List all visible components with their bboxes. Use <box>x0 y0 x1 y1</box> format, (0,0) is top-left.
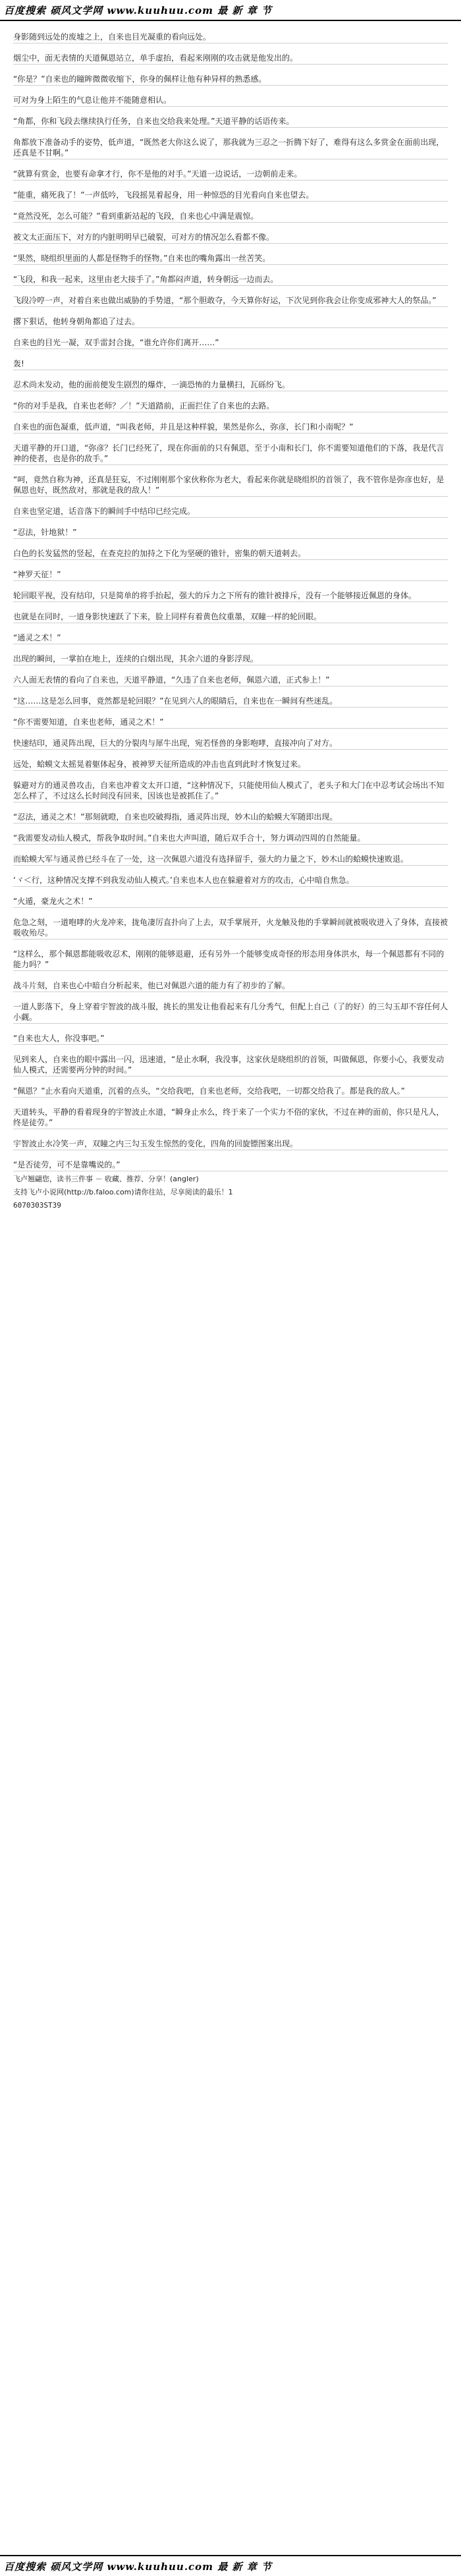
chapter-paragraph: 自来也的目光一凝，双手雷封合拢，“谁允许你们离开……” <box>13 328 448 349</box>
chapter-paragraph: “我需要发动仙人模式，帮我争取时间。”自来也大声叫道，随后双手合十，努力调动四周的自然能量。 <box>13 824 448 845</box>
chapter-paragraph: 天道平静的开口道，“弥彦？长门已经死了，现在你面前的只有佩恩，至于小南和长门，你不需要知道他们的下落，我是代言神的使者，也是你的敌手。” <box>13 434 448 465</box>
chapter-paragraph: “就算有赏金，也要有命拿才行，你不是他的对手。”天道一边说话，一边朝前走来。 <box>13 159 448 181</box>
chapter-paragraph: “这样么，那个佩恩都能吸收忍术，刚刚的能够退避，还有另外一个能够变成奇怪的形态用身体洪水，每一个佩恩都有不同的能力吗？” <box>13 939 448 971</box>
chapter-paragraph: 身影随到远处的废墟之上，自来也目光凝重的看向远处。 <box>13 26 448 43</box>
chapter-paragraph: 自来也坚定道，话音落下的瞬间手中结印已经完成。 <box>13 497 448 518</box>
chapter-paragraph: 忍术尚未发动，他的面前便发生剧烈的爆炸，一滴恐怖的力量横扫，瓦砾纷飞。 <box>13 370 448 391</box>
chapter-paragraph: “你的对手是我，自来也老师？／！”天道踏前，正面拦住了自来也的去路。 <box>13 391 448 412</box>
chapter-paragraph: “飞段，和我一起来，这里由老大接手了。”角都闷声道，转身朝远一边而去。 <box>13 265 448 286</box>
chapter-paragraph: 角都放下准备动手的姿势，低声道，“既然老大你这么说了，那我就为三忍之一折腾下好了，难得有这么多赏金在面前出现，还真是不甘啊。” <box>13 128 448 159</box>
chapter-paragraph: 而蛤蟆大军与通灵兽已经斗在了一处，这一次佩恩六道没有选择留手，强大的力量之下，妙木山的蛤蟆快速败退。 <box>13 845 448 866</box>
support-link-line[interactable]: 支持飞卢小说网(http://b.faloo.com)请你往站，尽享阅读的最乐！1 <box>13 1188 233 1196</box>
chapter-paragraph: 见到来人，自来也的眼中露出一闪，迅速道，“是止水啊，我没事，这家伙是晓组织的首领，叫做佩恩，你要小心，我要发动仙人模式，还需要两分钟的时间。” <box>13 1045 448 1077</box>
chapter-paragraph: 飞段冷哼一声，对着自来也做出威胁的手势道，“那个胆敢夺，今天算你好运，下次见到你我会让你变成邪神大人的祭品。” <box>13 286 448 307</box>
chapter-paragraph: “这……这是怎么回事，竟然都是轮回眼？”在见到六人的眼睛后，自来也在一瞬间有些迷乱。 <box>13 686 448 708</box>
chapter-paragraph: 可对为身上陌生的气息让他并不能随意相认。 <box>13 86 448 107</box>
chapter-paragraph: 躲避对方的通灵兽攻击，自来也冲着文太开口道，“这种情况下，只能使用仙人模式了，老头子和大门在中忍考试会场出不知怎么样了，不过这么长时间没有回来，因该也是被抓住了。” <box>13 771 448 802</box>
chapter-paragraph: “佩恩？”止水看向天道重，沉着的点头，“交给我吧，自来也老师，交给我吧，一切都交给我了。都是我的敌人。” <box>13 1077 448 1098</box>
chapter-paragraph: “通灵之术！” <box>13 623 448 644</box>
chapter-signoff: 飞卢翘翩您，读书三件事 － 收藏、推荐、分享！(angler) <box>13 1175 199 1183</box>
chapter-paragraph: 烟尘中，面无表情的天道佩恩站立，单手虚抬，看起来刚刚的攻击就是他发出的。 <box>13 43 448 65</box>
chapter-paragraph: “你是？”自来也的瞳眸微微收缩下，你身的佩样让他有种异样的熟悉感。 <box>13 65 448 86</box>
chapter-paragraph: ‘ヾ＜行，这种情况支撑不到我发动仙人模式。’自来也本人也在躲避着对方的攻击，心中暗自焦急。 <box>13 866 448 887</box>
chapter-paragraph: “忍法，通灵之术！”那刻就瞪，自来也咬破拇指，通灵阵出现，妙木山的蛤蟆大军随即出现。 <box>13 802 448 824</box>
chapter-paragraph: “角都，你和飞段去继续执行任务，自来也交给我来处理。”天道平静的话语传来。 <box>13 107 448 128</box>
chapter-paragraph: “自来也大人，你没事吧。” <box>13 1024 448 1045</box>
chapter-paragraph: 轰! <box>13 349 448 370</box>
chapter-paragraph: 也就是在同时，一道身影快速跃了下来，脸上同样有着黄色纹重墨，双瞳一样的轮回眼。 <box>13 602 448 623</box>
chapter-paragraph: “呵，竟然自称为神，还真是狂妄，不过刚刚那个家伙称你为老大，看起来你就是晓组织的首领了，我不管你是弥彦也好，是佩恩也好，既然敌对，那就是我的敌人！” <box>13 465 448 497</box>
chapter-paragraph: 宇智波止水冷笑一声，双瞳之内三勾玉发生惊然的变化，四角的回旋镖图案出现。 <box>13 1129 448 1150</box>
chapter-code: 6070303ST39 <box>13 1201 61 1210</box>
chapter-paragraph: “火遁，豪龙火之术！” <box>13 887 448 908</box>
chapter-paragraph: 撂下狠话，他转身朝角都追了过去。 <box>13 307 448 328</box>
chapter-paragraph: 被文太正面压下，对方的内脏明明早已破裂，可对方的情况怎么看都不像。 <box>13 223 448 244</box>
header-banner: 百度搜索 硕风文学网 www.kuuhuu.com 最 新 章 节 <box>0 0 461 21</box>
chapter-paragraph: 轮回眼平视，没有结印，只是简单的将手抬起，强大的斥力之下所有的锥针被排斥，没有一个能够接近佩恩的身体。 <box>13 581 448 602</box>
chapter-content <box>0 21 461 1211</box>
chapter-paragraph: 快速结印，通灵阵出现，巨大的分裂肉与犀牛出现，宛若怪兽的身影咆哮，直接冲向了对方。 <box>13 729 448 750</box>
chapter-paragraph: 自来也的面色凝重，低声道，“叫我老师，并且是这种样貌，果然是你么，弥彦，长门和小南呢？” <box>13 412 448 434</box>
chapter-paragraph: 白色的长发猛然的竖起，在查克拉的加持之下化为坚硬的锥针，密集的朝天道刺去。 <box>13 539 448 560</box>
chapter-paragraph: “是否徒劳，可不是靠嘴说的。” <box>13 1150 448 1171</box>
chapter-paragraph: 危急之刻，一道咆哮的火龙冲来，拢龟凄厉直扑向了上去，双手掌展开，火龙触及他的手掌瞬间就被吸收进入了身体，直接被吸收殆尽。 <box>13 908 448 939</box>
chapter-paragraph: 出现的瞬间，一掌拍在地上，连续的白烟出现，其余六道的身影浮现。 <box>13 644 448 665</box>
chapter-paragraph: “竟然没死，怎么可能？”看到重新站起的飞段，自来也心中满是震惊。 <box>13 202 448 223</box>
chapter-paragraph: “果然，晓组织里面的人都是怪物手的怪物。”自来也的嘴角露出一丝苦笑。 <box>13 244 448 265</box>
chapter-paragraph: 一道人影落下，身上穿着宇智波的战斗服，挑长的黑发让他看起来有几分秀气，但配上自己（了的好）的三勾玉却不容任何人小觑。 <box>13 992 448 1024</box>
chapter-paragraph: “神罗天征！” <box>13 560 448 581</box>
chapter-paragraph: 天道转头，平静的看着现身的宇智波止水道，“瞬身止水么，终于来了一个实力不俗的家伙，不过在神的面前，你只是凡人，终是徒劳。” <box>13 1098 448 1129</box>
chapter-paragraph: “你不需要知道，自来也老师，通灵之术！” <box>13 708 448 729</box>
chapter-paragraph: 远处，蛤蟆文太摇晃着躯体起身，被神罗天征所造成的冲击也直到此时才恢复过来。 <box>13 750 448 771</box>
footer-banner: 百度搜索 硕风文学网 www.kuuhuu.com 最 新 章 节 <box>0 2555 461 2576</box>
chapter-paragraph: 六人面无表情的看向了自来也，天道平静道，“久违了自来也老师，佩恩六道，正式参上！” <box>13 665 448 686</box>
chapter-paragraph: “能重，痛死我了！”一声低吟，飞段摇晃着起身，用一种惊恐的目光看向自来也望去。 <box>13 181 448 202</box>
chapter-paragraph: 战斗片刻，自来也心中暗自分析起来，他已对佩恩六道的能力有了初步的了解。 <box>13 971 448 992</box>
chapter-paragraph: “忍法，针地狱！” <box>13 518 448 539</box>
